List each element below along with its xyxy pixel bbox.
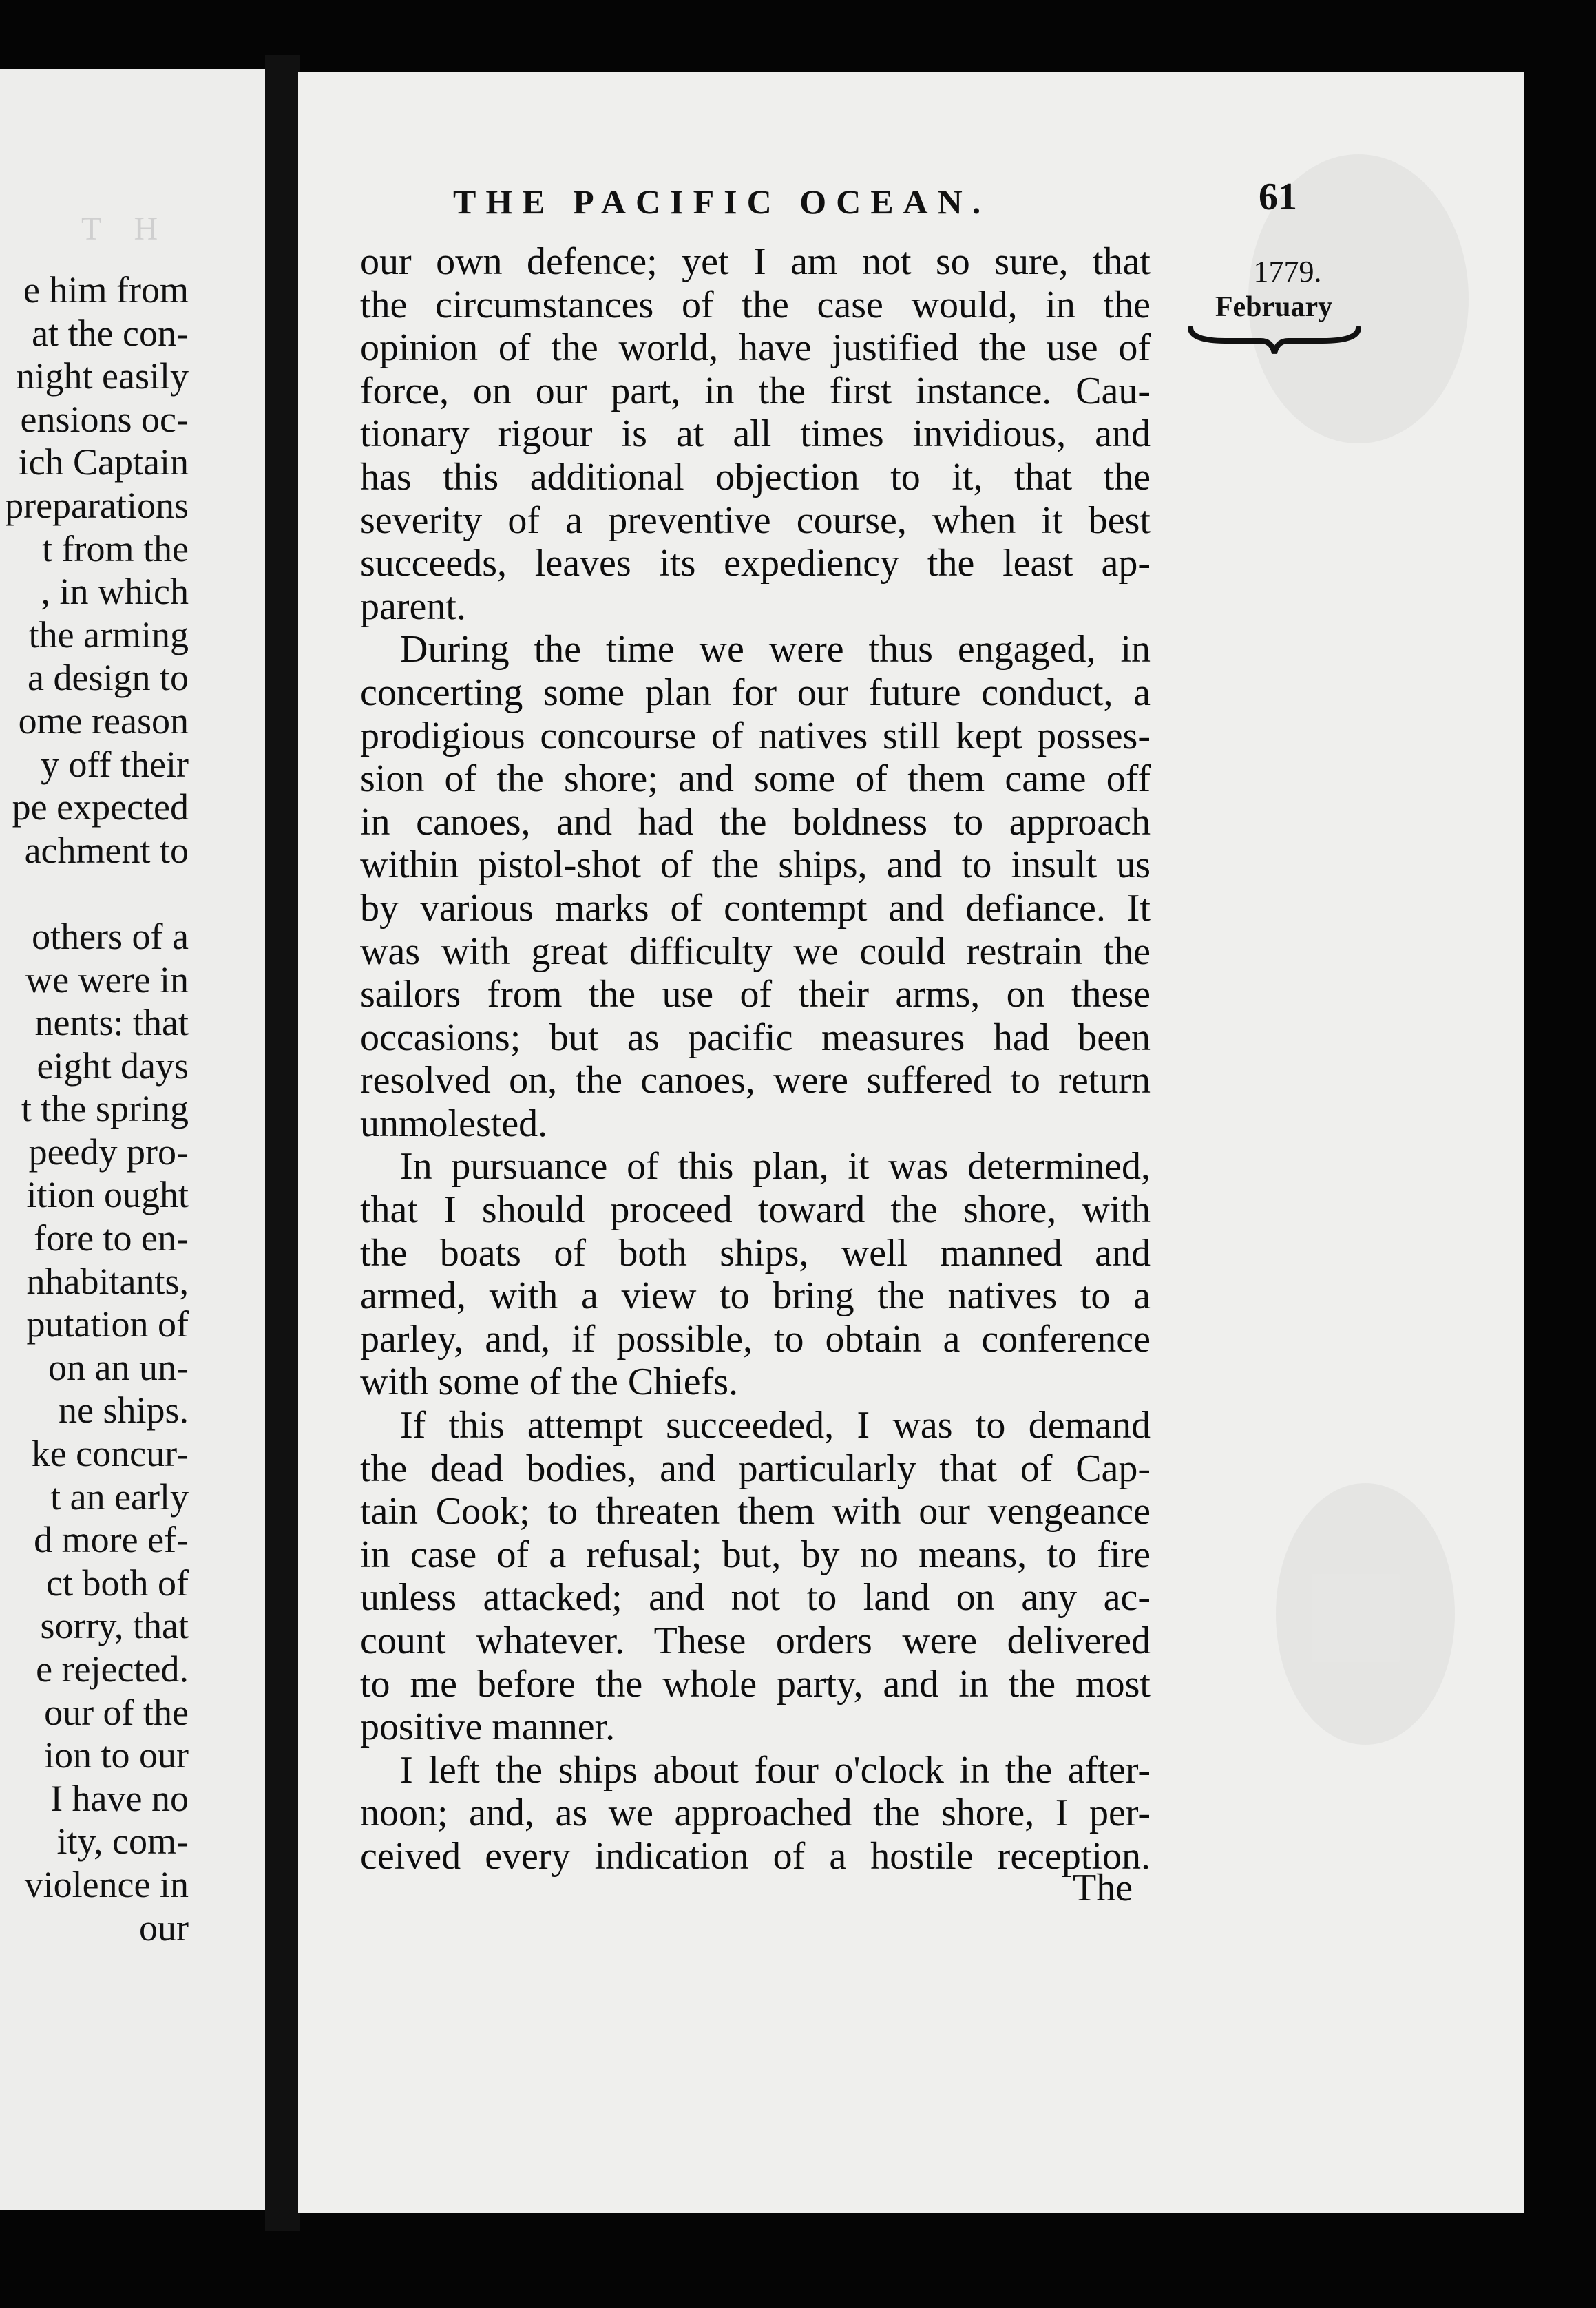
left-page-line: fore to en- [34, 1217, 189, 1259]
text-line: opinion of the world, have justified the use of [360, 326, 1151, 370]
right-page [298, 72, 1524, 2213]
margin-note-month: February [1215, 291, 1333, 323]
text-line: armed, with a view to bring the natives to a [360, 1274, 1151, 1318]
text-line: unmolested. [360, 1102, 548, 1145]
left-page-line: t an early [50, 1476, 189, 1518]
text-line: parley, and, if possible, to obtain a conference [360, 1317, 1151, 1361]
left-page-line: ke concur- [31, 1433, 189, 1475]
text-line: noon; and, as we approached the shore, I per- [360, 1792, 1151, 1835]
left-page-line: putation of [26, 1303, 189, 1345]
text-line: If this attempt succeeded, I was to demand [400, 1404, 1151, 1447]
text-line: the dead bodies, and particularly that of Cap- [360, 1447, 1151, 1490]
left-running-header-fragment: T H [81, 211, 171, 247]
left-page [0, 69, 265, 2210]
text-line: our own defence; yet I am not so sure, that [360, 240, 1151, 283]
book-gutter [265, 55, 300, 2231]
text-line: prodigious concourse of natives still kept posses- [360, 714, 1151, 757]
text-line: with some of the Chiefs. [360, 1361, 739, 1404]
left-page-line: y off their [41, 743, 189, 785]
margin-note-year: 1779. [1253, 255, 1322, 288]
left-page-line: e him from [23, 269, 189, 311]
text-line: occasions; but as pacific measures had been [360, 1016, 1151, 1059]
left-page-line: t from the [42, 527, 189, 569]
left-page-line: e rejected. [36, 1648, 189, 1690]
text-line: in case of a refusal; but, by no means, to fire [360, 1533, 1151, 1576]
text-line: succeeds, leaves its expediency the least ap- [360, 542, 1151, 585]
text-line: tain Cook; to threaten them with our vengeance [360, 1490, 1151, 1533]
text-line: unless attacked; and not to land on any ac- [360, 1576, 1151, 1619]
left-page-line: violence in [24, 1863, 189, 1905]
paper-stain [1276, 1483, 1455, 1745]
text-line: within pistol-shot of the ships, and to insult us [360, 843, 1151, 887]
text-line: that I should proceed toward the shore, with [360, 1188, 1151, 1232]
left-page-line: I have no [50, 1777, 189, 1819]
left-page-line: ensions oc- [20, 398, 189, 440]
left-page-line: , in which [41, 571, 189, 613]
left-page-line: at the con- [32, 312, 189, 354]
left-page-line: achment to [24, 829, 189, 871]
left-page-line: ne ships. [59, 1389, 189, 1431]
text-line: to me before the whole party, and in the most [360, 1662, 1151, 1706]
text-line: has this additional objection to it, that the [360, 455, 1151, 499]
text-line: count whatever. These orders were delivered [360, 1619, 1151, 1662]
left-page-line: peedy pro- [28, 1131, 189, 1173]
text-line: was with great difficulty we could restrain the [360, 930, 1151, 973]
catchword: The [1073, 1867, 1133, 1909]
left-page-line: eight days [36, 1045, 189, 1087]
left-page-line: ct both of [46, 1562, 189, 1604]
text-line: tionary rigour is at all times invidious, and [360, 412, 1151, 456]
left-page-line: nhabitants, [26, 1260, 189, 1302]
left-page-line: on an un- [48, 1346, 189, 1388]
text-line: concerting some plan for our future conduct, a [360, 671, 1151, 714]
left-page-line [0, 872, 189, 915]
left-page-line: ity, com- [56, 1821, 189, 1863]
text-line: by various marks of contempt and defiance. It [360, 886, 1151, 930]
left-page-line: our [139, 1907, 189, 1949]
left-page-line: t the spring [21, 1088, 189, 1130]
text-line: in canoes, and had the boldness to approach [360, 800, 1151, 843]
left-page-line: nents: that [34, 1002, 189, 1044]
left-page-line: pe expected [12, 786, 189, 828]
left-page-line: ion to our [44, 1734, 189, 1776]
text-line: ceived every indication of a hostile reception. [360, 1834, 1151, 1878]
left-page-line: d more ef- [34, 1519, 189, 1561]
text-line: severity of a preventive course, when it best [360, 499, 1151, 542]
page-number: 61 [1259, 176, 1297, 218]
body-text [360, 240, 1151, 1878]
left-page-line: our of the [44, 1691, 189, 1733]
text-line: I left the ships about four o'clock in the after- [400, 1748, 1151, 1792]
text-line: the boats of both ships, well manned and [360, 1231, 1151, 1274]
left-page-line: others of a [32, 915, 189, 957]
left-page-line: a design to [28, 657, 189, 699]
text-line: sailors from the use of their arms, on these [360, 973, 1151, 1016]
text-line: force, on our part, in the first instance. Cau- [360, 369, 1151, 412]
text-line: positive manner. [360, 1706, 616, 1749]
left-page-line: the arming [28, 613, 189, 655]
left-page-line: sorry, that [40, 1605, 189, 1647]
left-page-line: ome reason [18, 700, 189, 742]
text-line: parent. [360, 585, 466, 628]
left-page-line: we were in [25, 958, 189, 1000]
left-page-line: night easily [16, 355, 189, 397]
left-page-line: ich Captain [18, 441, 189, 483]
left-page-line: preparations [5, 484, 189, 526]
text-line: During the time we were thus engaged, in [400, 628, 1151, 671]
margin-brace-icon [1185, 323, 1364, 357]
text-line: the circumstances of the case would, in the [360, 283, 1151, 326]
running-header: THE PACIFIC OCEAN. [453, 182, 991, 221]
text-line: resolved on, the canoes, were suffered to return [360, 1059, 1151, 1102]
text-line: sion of the shore; and some of them came off [360, 757, 1151, 801]
left-page-line: ition ought [26, 1174, 189, 1216]
left-page-text [0, 269, 189, 1949]
text-line: In pursuance of this plan, it was determined, [400, 1145, 1151, 1188]
